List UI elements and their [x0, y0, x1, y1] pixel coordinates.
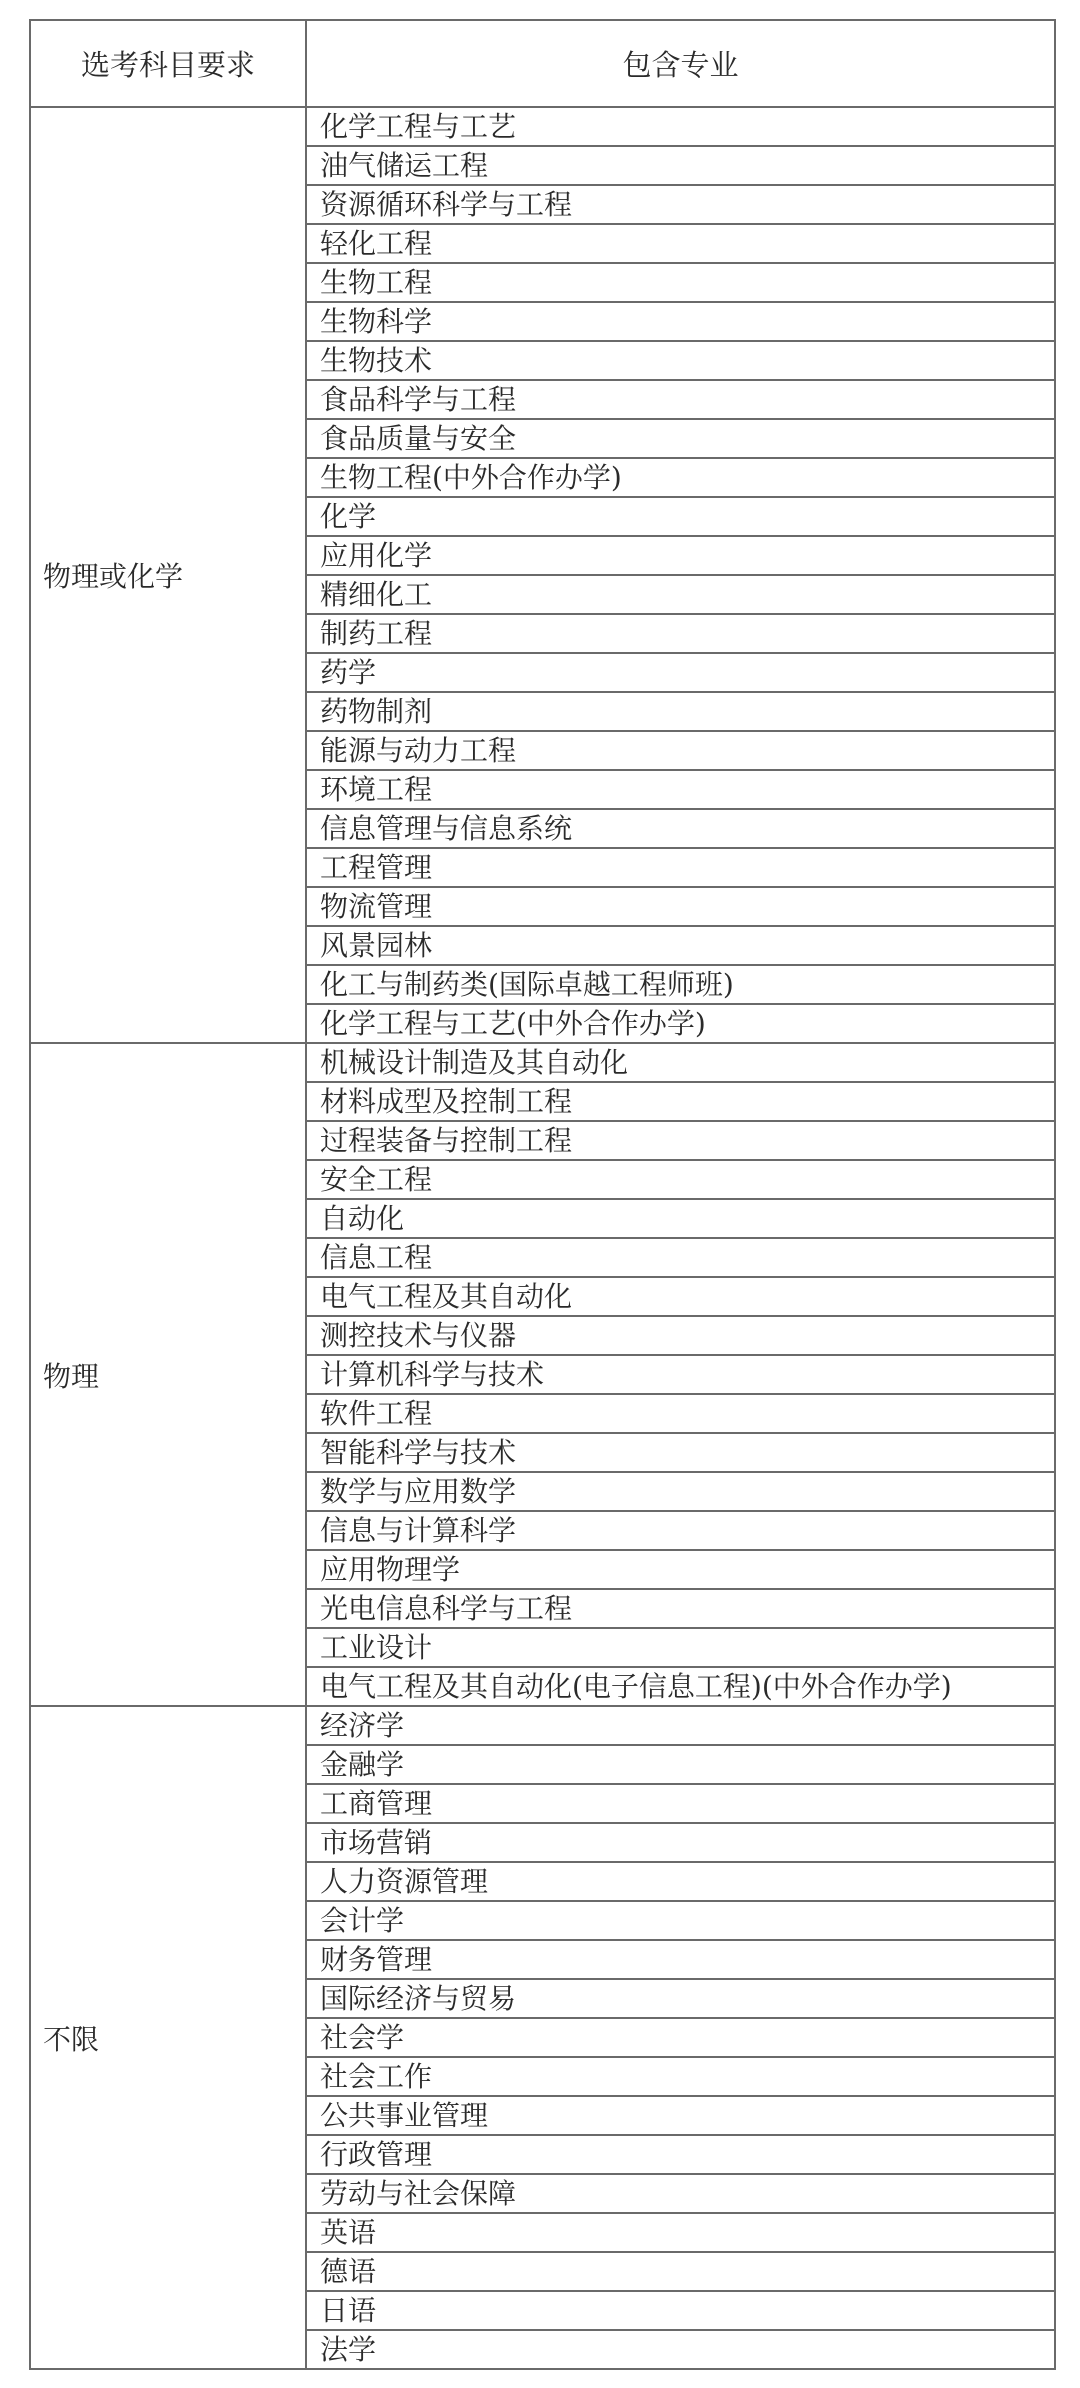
major-cell: 应用化学: [306, 536, 1055, 575]
major-cell: 工商管理: [306, 1784, 1055, 1823]
major-cell: 社会工作: [306, 2057, 1055, 2096]
major-cell: 电气工程及其自动化: [306, 1277, 1055, 1316]
major-cell: 人力资源管理: [306, 1862, 1055, 1901]
major-cell: 工程管理: [306, 848, 1055, 887]
major-cell: 财务管理: [306, 1940, 1055, 1979]
major-cell: 社会学: [306, 2018, 1055, 2057]
subject-requirement-cell: 物理: [30, 1043, 306, 1706]
major-cell: 精细化工: [306, 575, 1055, 614]
subject-requirement-cell: 物理或化学: [30, 107, 306, 1043]
major-cell: 法学: [306, 2330, 1055, 2369]
major-cell: 软件工程: [306, 1394, 1055, 1433]
major-cell: 国际经济与贸易: [306, 1979, 1055, 2018]
table-row: [30, 1043, 1055, 1082]
major-cell: 生物技术: [306, 341, 1055, 380]
major-cell: 信息与计算科学: [306, 1511, 1055, 1550]
major-cell: 药物制剂: [306, 692, 1055, 731]
major-cell: 轻化工程: [306, 224, 1055, 263]
header-included-majors: 包含专业: [306, 20, 1055, 107]
major-cell: 金融学: [306, 1745, 1055, 1784]
major-cell: 电气工程及其自动化(电子信息工程)(中外合作办学): [306, 1667, 1055, 1706]
major-cell: 安全工程: [306, 1160, 1055, 1199]
major-cell: 能源与动力工程: [306, 731, 1055, 770]
major-cell: 会计学: [306, 1901, 1055, 1940]
major-cell: 应用物理学: [306, 1550, 1055, 1589]
major-cell: 制药工程: [306, 614, 1055, 653]
major-cell: 生物科学: [306, 302, 1055, 341]
major-cell: 信息管理与信息系统: [306, 809, 1055, 848]
major-cell: 资源循环科学与工程: [306, 185, 1055, 224]
major-cell: 英语: [306, 2213, 1055, 2252]
major-cell: 信息工程: [306, 1238, 1055, 1277]
major-cell: 药学: [306, 653, 1055, 692]
major-cell: 经济学: [306, 1706, 1055, 1745]
major-cell: 食品科学与工程: [306, 380, 1055, 419]
major-cell: 智能科学与技术: [306, 1433, 1055, 1472]
table-row: [30, 107, 1055, 146]
major-cell: 材料成型及控制工程: [306, 1082, 1055, 1121]
major-cell: 测控技术与仪器: [306, 1316, 1055, 1355]
major-cell: 光电信息科学与工程: [306, 1589, 1055, 1628]
major-cell: 劳动与社会保障: [306, 2174, 1055, 2213]
major-cell: 行政管理: [306, 2135, 1055, 2174]
major-cell: 物流管理: [306, 887, 1055, 926]
table-header-row: [30, 20, 1055, 107]
major-cell: 生物工程(中外合作办学): [306, 458, 1055, 497]
major-cell: 化学工程与工艺(中外合作办学): [306, 1004, 1055, 1043]
major-cell: 化学工程与工艺: [306, 107, 1055, 146]
major-cell: 风景园林: [306, 926, 1055, 965]
subject-requirement-cell: 不限: [30, 1706, 306, 2369]
major-cell: 市场营销: [306, 1823, 1055, 1862]
major-cell: 油气储运工程: [306, 146, 1055, 185]
major-cell: 机械设计制造及其自动化: [306, 1043, 1055, 1082]
major-cell: 德语: [306, 2252, 1055, 2291]
major-cell: 食品质量与安全: [306, 419, 1055, 458]
header-subject-requirement: 选考科目要求: [30, 20, 306, 107]
major-cell: 化工与制药类(国际卓越工程师班): [306, 965, 1055, 1004]
major-cell: 化学: [306, 497, 1055, 536]
major-cell: 日语: [306, 2291, 1055, 2330]
major-cell: 环境工程: [306, 770, 1055, 809]
table-row: [30, 1706, 1055, 1745]
major-cell: 工业设计: [306, 1628, 1055, 1667]
table-body: [30, 107, 1055, 2369]
subject-requirement-table: [29, 19, 1056, 2370]
major-cell: 自动化: [306, 1199, 1055, 1238]
major-cell: 计算机科学与技术: [306, 1355, 1055, 1394]
major-cell: 生物工程: [306, 263, 1055, 302]
major-cell: 数学与应用数学: [306, 1472, 1055, 1511]
major-cell: 过程装备与控制工程: [306, 1121, 1055, 1160]
major-cell: 公共事业管理: [306, 2096, 1055, 2135]
